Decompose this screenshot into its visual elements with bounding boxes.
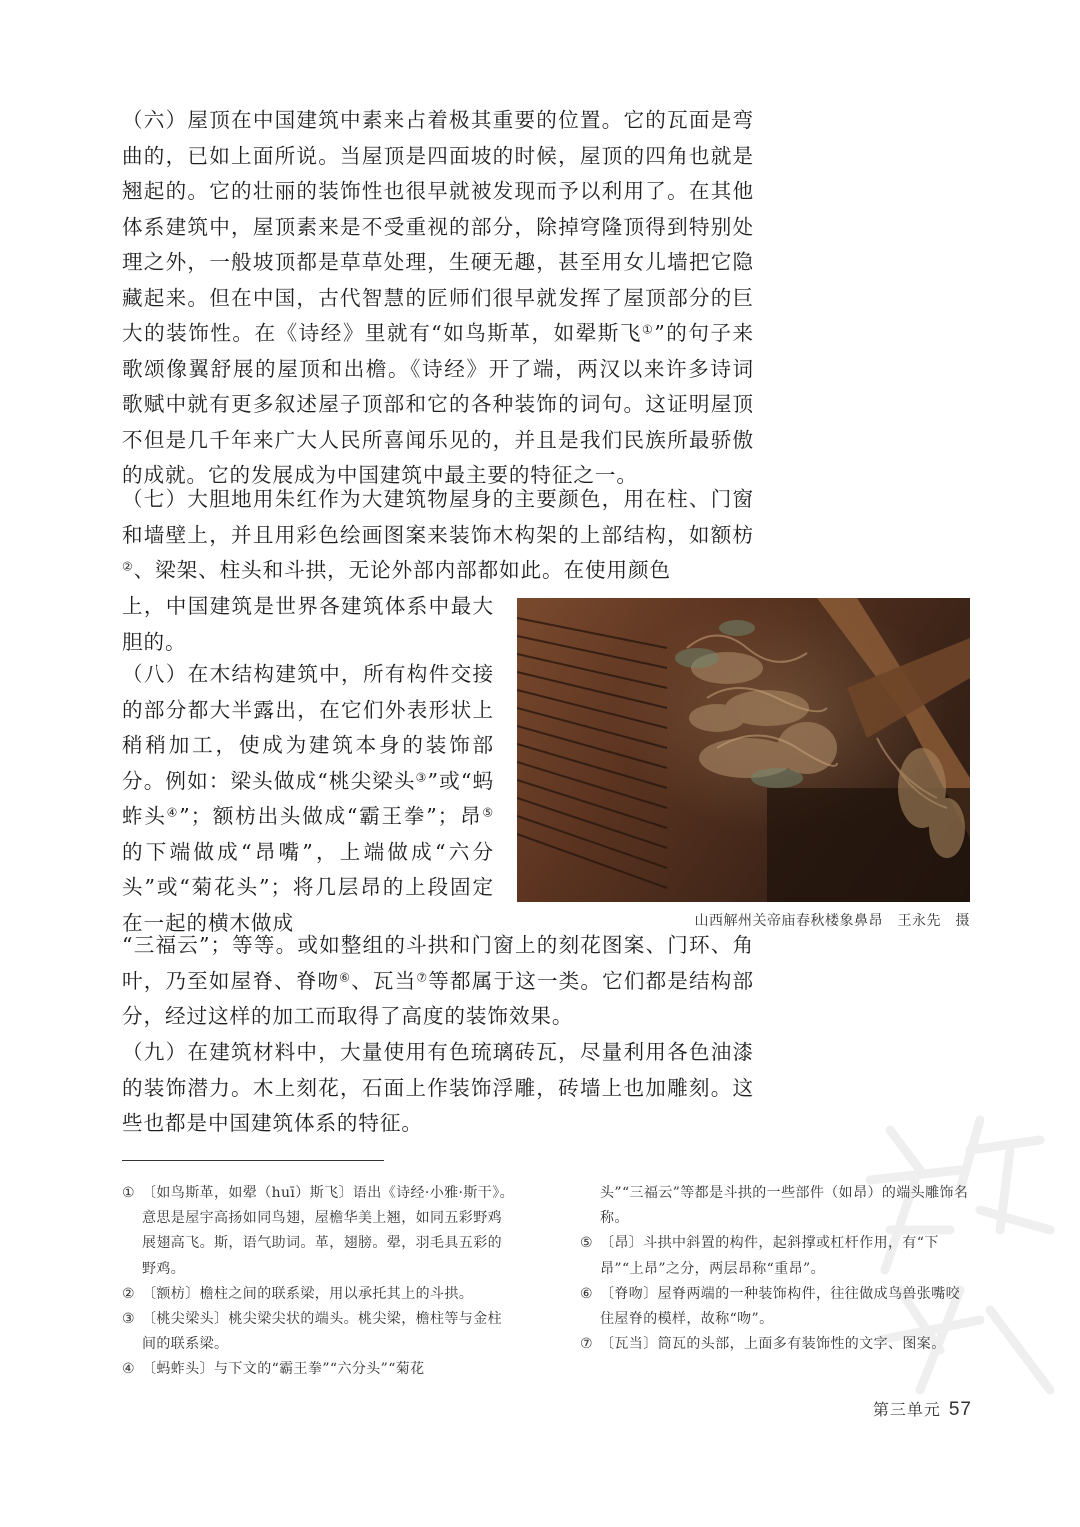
footnote-1 — [122, 1181, 514, 1282]
paragraph-materials — [122, 1035, 754, 1142]
footnote-marker: ⑥ — [580, 1285, 593, 1302]
footnote-marker: ④ — [122, 1361, 135, 1378]
paragraph-text: “三福云”；等等。或如整组的斗拱和门窗上的刻花图案、门环、角叶，乃至如屋脊、脊吻 — [122, 933, 754, 993]
paragraph-text: 等都属于这一类。它们都是结构部分，经过这样的加工而取得了高度的装饰效果。 — [122, 968, 754, 1028]
paragraph-structure-bottom — [122, 928, 754, 1035]
footnote-marker: ⑦ — [580, 1336, 593, 1353]
paragraph-text: （九）在建筑材料中，大量使用有色琉璃砖瓦，尽量利用各色油漆的装饰潜力。木上刻花，石面上作装饰浮雕，砖墙上也加雕刻。这些也都是中国建筑体系的特征。 — [122, 1040, 754, 1135]
paragraph-text: （六）屋顶在中国建筑中素来占着极其重要的位置。它的瓦面是弯曲的，已如上面所说。当屋顶是四面坡的时候，屋顶的四角也就是翘起的。它的壮丽的装饰性也很早就被发现而予以利用了。在其他体系建筑中，屋顶素来是不受重视的部分，除掉穹隆顶得到特别处理之外，一般坡顶都是草草处理，生硬无趣，甚至用女儿墙把它隐藏起来。但在中国，古代智慧的匠师们很早就发挥了屋顶部分的巨大的装饰性。在《诗经》里就有“如鸟斯革，如翚斯飞 — [122, 108, 754, 345]
footnote-text: 〔瓦当〕筒瓦的头部，上面多有装饰性的文字、图案。 — [600, 1336, 946, 1353]
footnote-2 — [122, 1282, 514, 1307]
footnote-text: 〔蚂蚱头〕与下文的“霸王拳”“六分头”“菊花 — [142, 1361, 425, 1378]
paragraph-text: ”的句子来歌颂像翼舒展的屋顶和出檐。《诗经》开了端，两汉以来许多诗词歌赋中就有更多叙述屋子顶部和它的各种装饰的词句。这证明屋顶不但是几千年来广大人民所喜闻乐见的，并且是我们民族所最骄傲的成就。它的发展成为中国建筑中最主要的特征之一。 — [122, 321, 754, 487]
footnote-text: 头”“三福云”等都是斗拱的一些部件（如昂）的端头雕饰名称。 — [600, 1185, 969, 1227]
footnote-divider — [122, 1160, 384, 1161]
paragraph-text: 、梁架、柱头和斗拱，无论外部内部都如此。在使用颜色 — [133, 558, 672, 582]
paragraph-text: 的下端做成“昂嘴”，上端做成“六分头”或“菊花头”；将几层昂的上段固定在一起的横木做成 — [122, 839, 494, 935]
footnote-marker: ⑤ — [580, 1235, 593, 1252]
paragraph-color-bottom — [122, 589, 494, 660]
footnote-ref-7[interactable]: ⑦ — [416, 969, 429, 984]
publisher-watermark — [830, 1090, 1080, 1420]
footnote-marker: ① — [122, 1185, 135, 1201]
footnote-4 — [122, 1357, 514, 1382]
footnote-ref-5[interactable]: ⑤ — [482, 805, 494, 820]
footnote-text: 〔昂〕斗拱中斜置的构件，起斜撑或杠杆作用，有“下昂”“上昂”之分，两层昂称“重昂”。 — [600, 1235, 939, 1277]
footnote-text: 〔脊吻〕屋脊两端的一种装饰构件，往往做成鸟兽张嘴咬住屋脊的模样，故称“吻”。 — [600, 1285, 960, 1328]
page-number: 57 — [948, 1399, 972, 1420]
footnote-text: 〔桃尖梁头〕桃尖梁尖状的端头。桃尖梁，檐柱等与金柱间的联系梁。 — [142, 1311, 502, 1353]
paragraph-text: 上，中国建筑是世界各建筑体系中最大胆的。 — [122, 594, 494, 654]
footnotes-left-column — [122, 1181, 514, 1383]
footnote-text: 〔额枋〕檐柱之间的联系梁，用以承托其上的斗拱。 — [142, 1285, 474, 1302]
footnote-ref-1[interactable]: ① — [641, 322, 655, 337]
footnote-ref-4[interactable]: ④ — [166, 805, 180, 820]
footnote-marker: ③ — [122, 1311, 135, 1328]
paragraph-structure-top — [122, 657, 494, 941]
paragraph-color-top — [122, 482, 754, 589]
paragraph-text: ”；额枋出头做成“霸王拳”；昂 — [179, 804, 483, 828]
paragraph-text: ”或“蚂蚱头 — [122, 768, 494, 828]
unit-label: 第三单元 — [872, 1400, 941, 1419]
footnote-3 — [122, 1307, 514, 1357]
footnote-ref-3[interactable]: ③ — [415, 769, 428, 784]
footnote-ref-6[interactable]: ⑥ — [339, 969, 352, 984]
photo-caption: 山西解州关帝庙春秋楼象鼻昂 王永先 摄 — [694, 913, 970, 929]
paragraph-text: （八）在木结构建筑中，所有构件交接的部分都大半露出，在它们外表形状上稍稍加工，使成为建筑本身的装饰部分。例如：梁头做成“桃尖梁头 — [122, 662, 494, 793]
footnote-marker: ② — [122, 1285, 135, 1302]
footnote-text: 〔如鸟斯革，如翚（huī）斯飞〕语出《诗经·小雅·斯干》。意思是屋宇高扬如同鸟翅，屋檐华美上翘，如同五彩野鸡展翅高飞。斯，语气助词。革，翅膀。翚，羽毛具五彩的野鸡。 — [142, 1185, 515, 1277]
footnote-ref-2[interactable]: ② — [122, 559, 134, 574]
page-footer — [873, 1397, 972, 1421]
paragraph-text: 、瓦当 — [351, 968, 417, 993]
carved-bracket-illustration — [517, 598, 970, 902]
bracket-photo — [517, 598, 970, 902]
paragraph-text: （七）大胆地用朱红作为大建筑物屋身的主要颜色，用在柱、门窗和墙壁上，并且用彩色绘画图案来装饰木构架的上部结构，如额枋 — [122, 487, 754, 547]
paragraph-roof — [122, 103, 754, 494]
